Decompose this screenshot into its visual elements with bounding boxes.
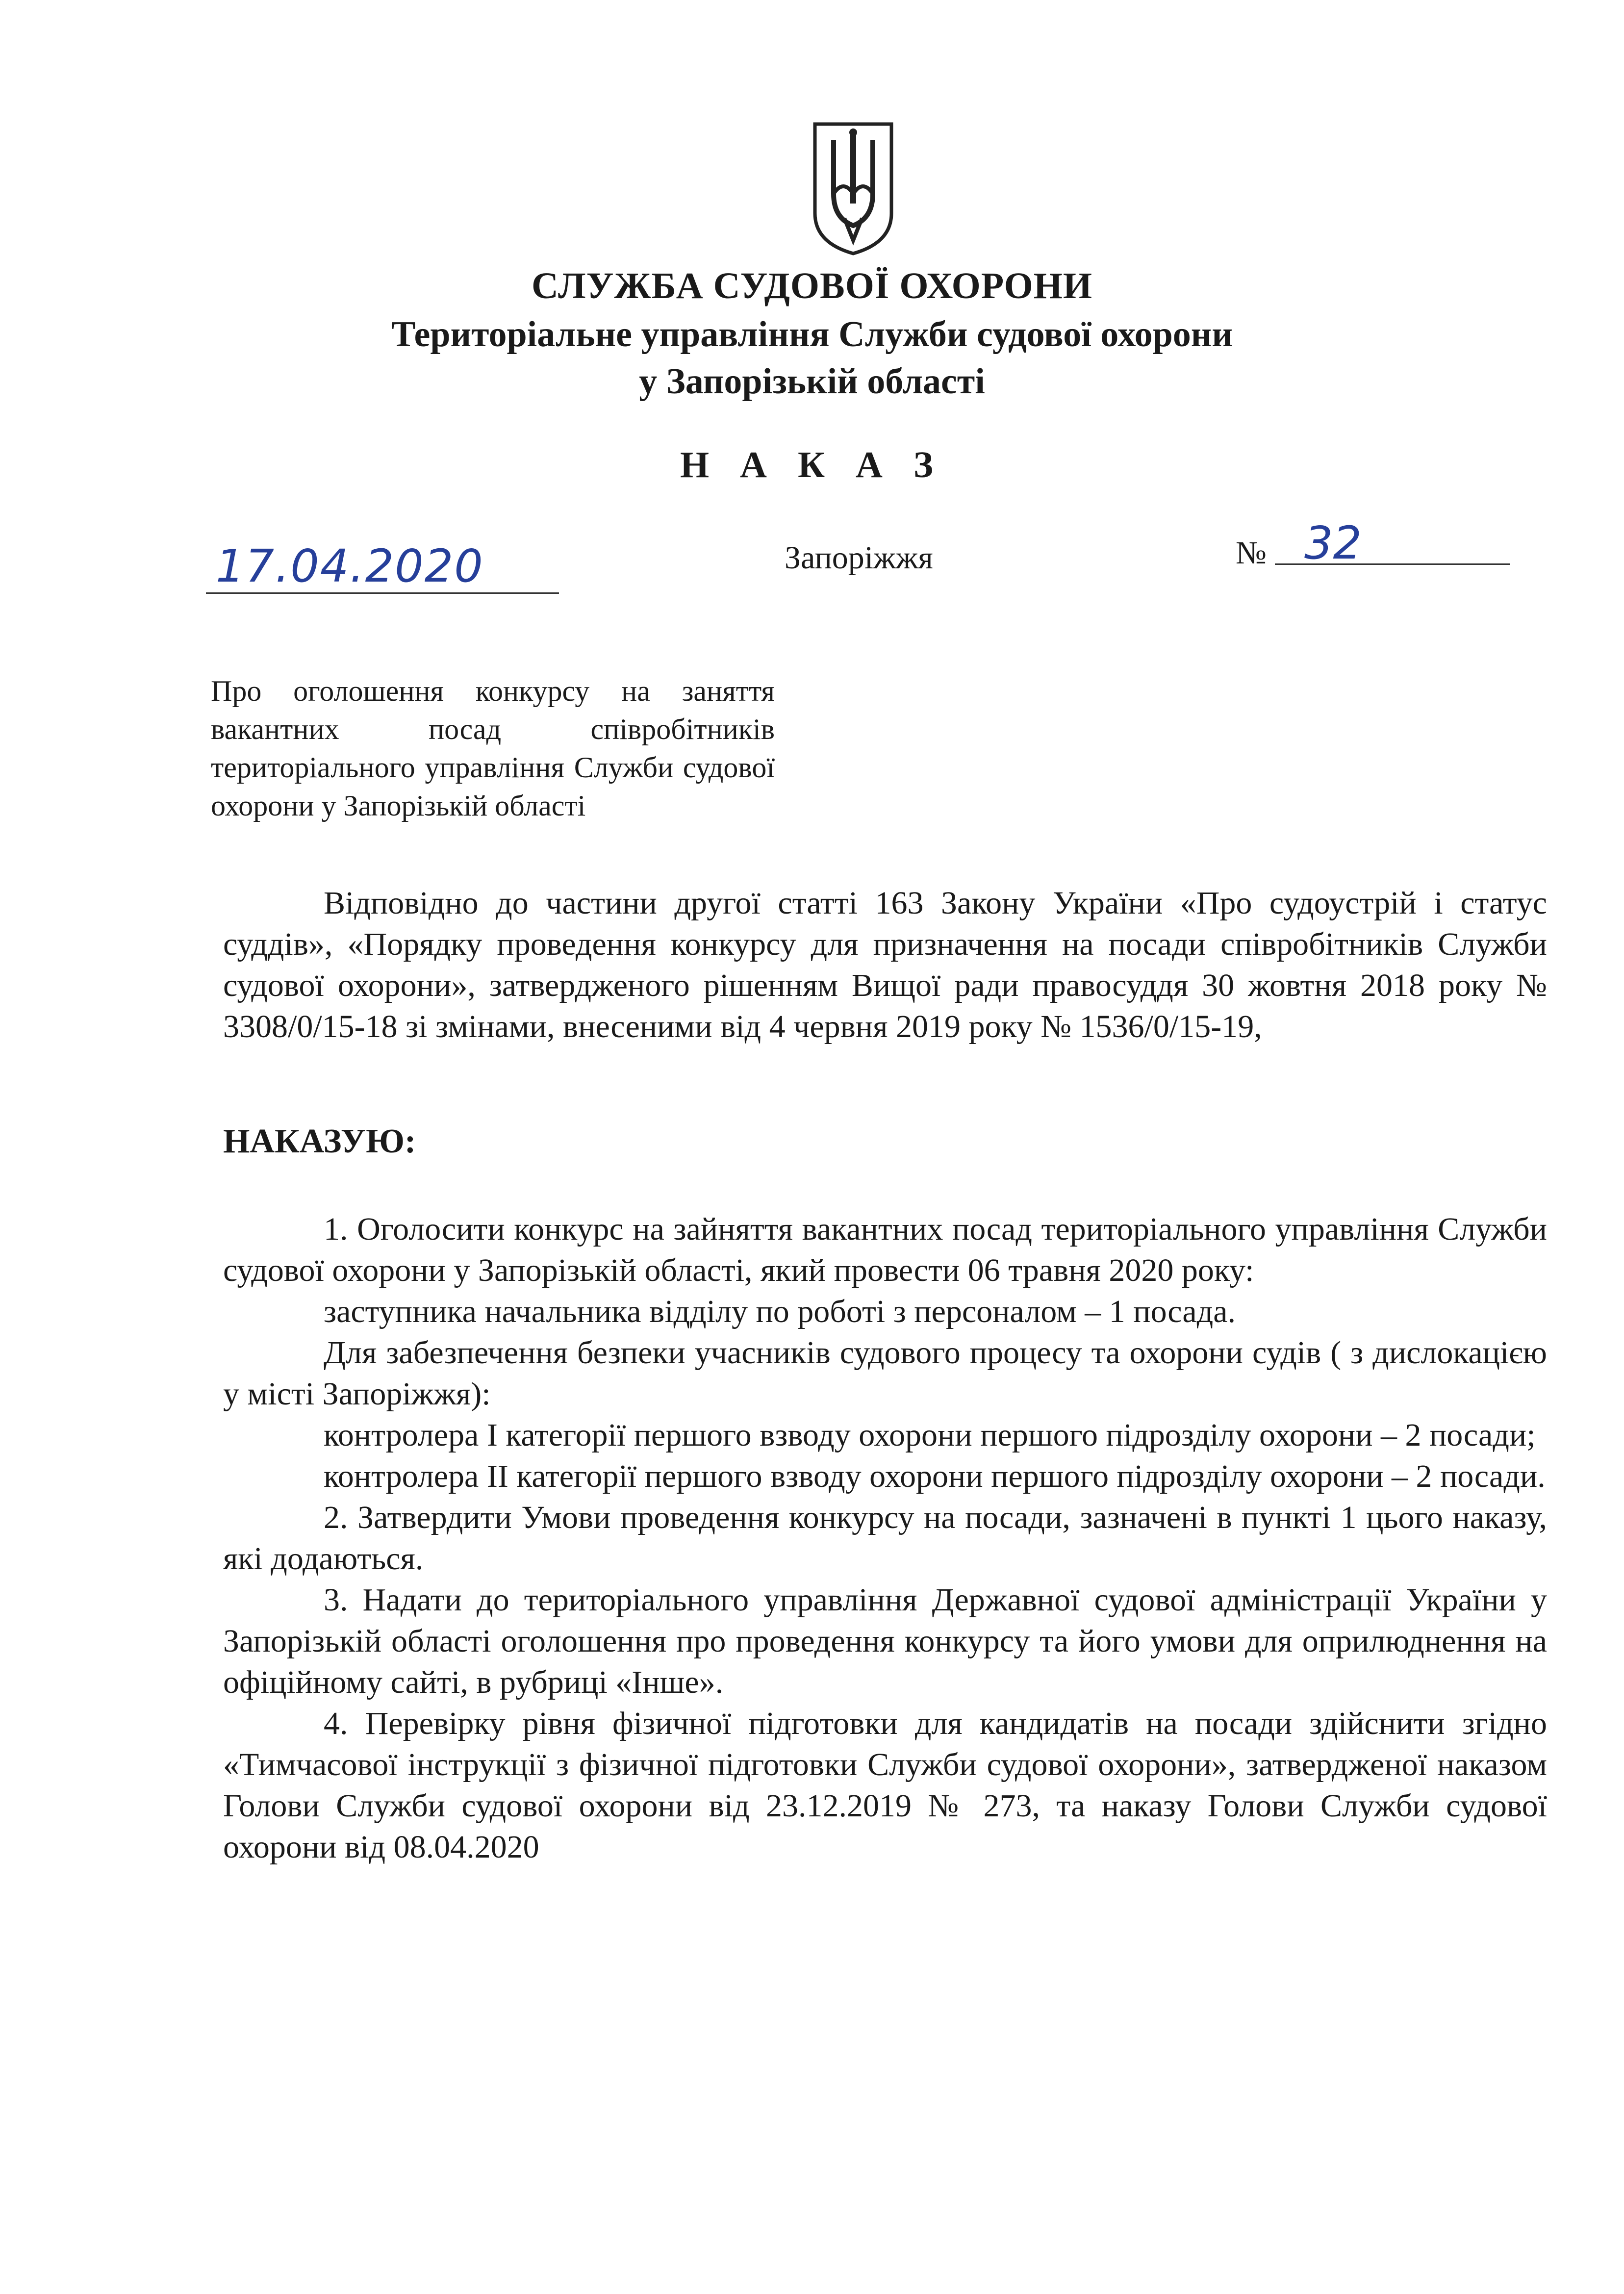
item-1-position-a: заступника начальника відділу по роботі з персоналом – 1 посада.: [324, 1294, 1236, 1329]
order-body: [223, 883, 1547, 1868]
number-sign: №: [1236, 535, 1267, 571]
item-3: 3. Надати до територіального управління Державної судової адміністрації України у Запорізькій області оголошення про проведення конкурсу та його умови для оприлюднення на офіційному сайті, в рубриці «Інше».: [223, 1582, 1547, 1700]
preamble-paragraph: Відповідно до частини другої статті 163 Закону України «Про судоустрій і статус суддів», «Порядку проведення конкурсу для призначення на посади співробітників Служби судової охорони», затвердженого рішенням Вищої ради правосуддя 30 жовтня 2018 року № 3308/0/15-18 зі змінами, внесеними від 4 червня 2019 року № 1536/0/15-19,: [223, 885, 1547, 1045]
city-label: Запоріжжя: [785, 540, 933, 576]
order-subject: Про оголошення конкурсу на заняття вакантних посад співробітників територіального управління Служби судової охорони у Запорізькій області: [211, 675, 775, 822]
number-field: [1236, 517, 1510, 571]
item-2: 2. Затвердити Умови проведення конкурсу на посади, зазначені в пункті 1 цього наказу, які додаються.: [223, 1500, 1547, 1577]
item-1: 1. Оголосити конкурс на зайняття вакантних посад територіального управління Служби судової охорони у Запорізькій області, який провести 06 травня 2020 року:: [223, 1211, 1547, 1288]
decree-heading: НАКАЗУЮ:: [223, 1122, 416, 1160]
document-type: Н А К А З: [680, 444, 944, 485]
date-field: [206, 539, 559, 594]
region-title: у Запорізькій області: [639, 361, 985, 402]
handwritten-number: 32: [1304, 517, 1362, 569]
item-1-position-c: контролера II категорії першого взводу охорони першого підрозділу охорони – 2 посади.: [324, 1458, 1546, 1494]
handwritten-date: 17.04.2020: [216, 540, 484, 592]
item-4: 4. Перевірку рівня фізичної підготовки для кандидатів на посади здійснити згідно «Тимчасової інструкції з фізичної підготовки Служби судової охорони», затвердженої наказом Голови Служби судової охорони від 23.12.2019 № 273, та наказу Голови Служби судової охорони від 08.04.2020: [223, 1706, 1547, 1865]
agency-title: СЛУЖБА СУДОВОЇ ОХОРОНИ: [531, 265, 1093, 306]
item-1-position-b: контролера I категорії першого взводу охорони першого підрозділу охорони – 2 посади;: [324, 1417, 1536, 1453]
coat-of-arms-icon: [809, 120, 897, 257]
item-1-note: Для забезпечення безпеки учасників судового процесу та охорони судів ( з дислокацією у місті Запоріжжя):: [223, 1335, 1547, 1412]
department-title: Територіальне управління Служби судової охорони: [391, 314, 1233, 355]
